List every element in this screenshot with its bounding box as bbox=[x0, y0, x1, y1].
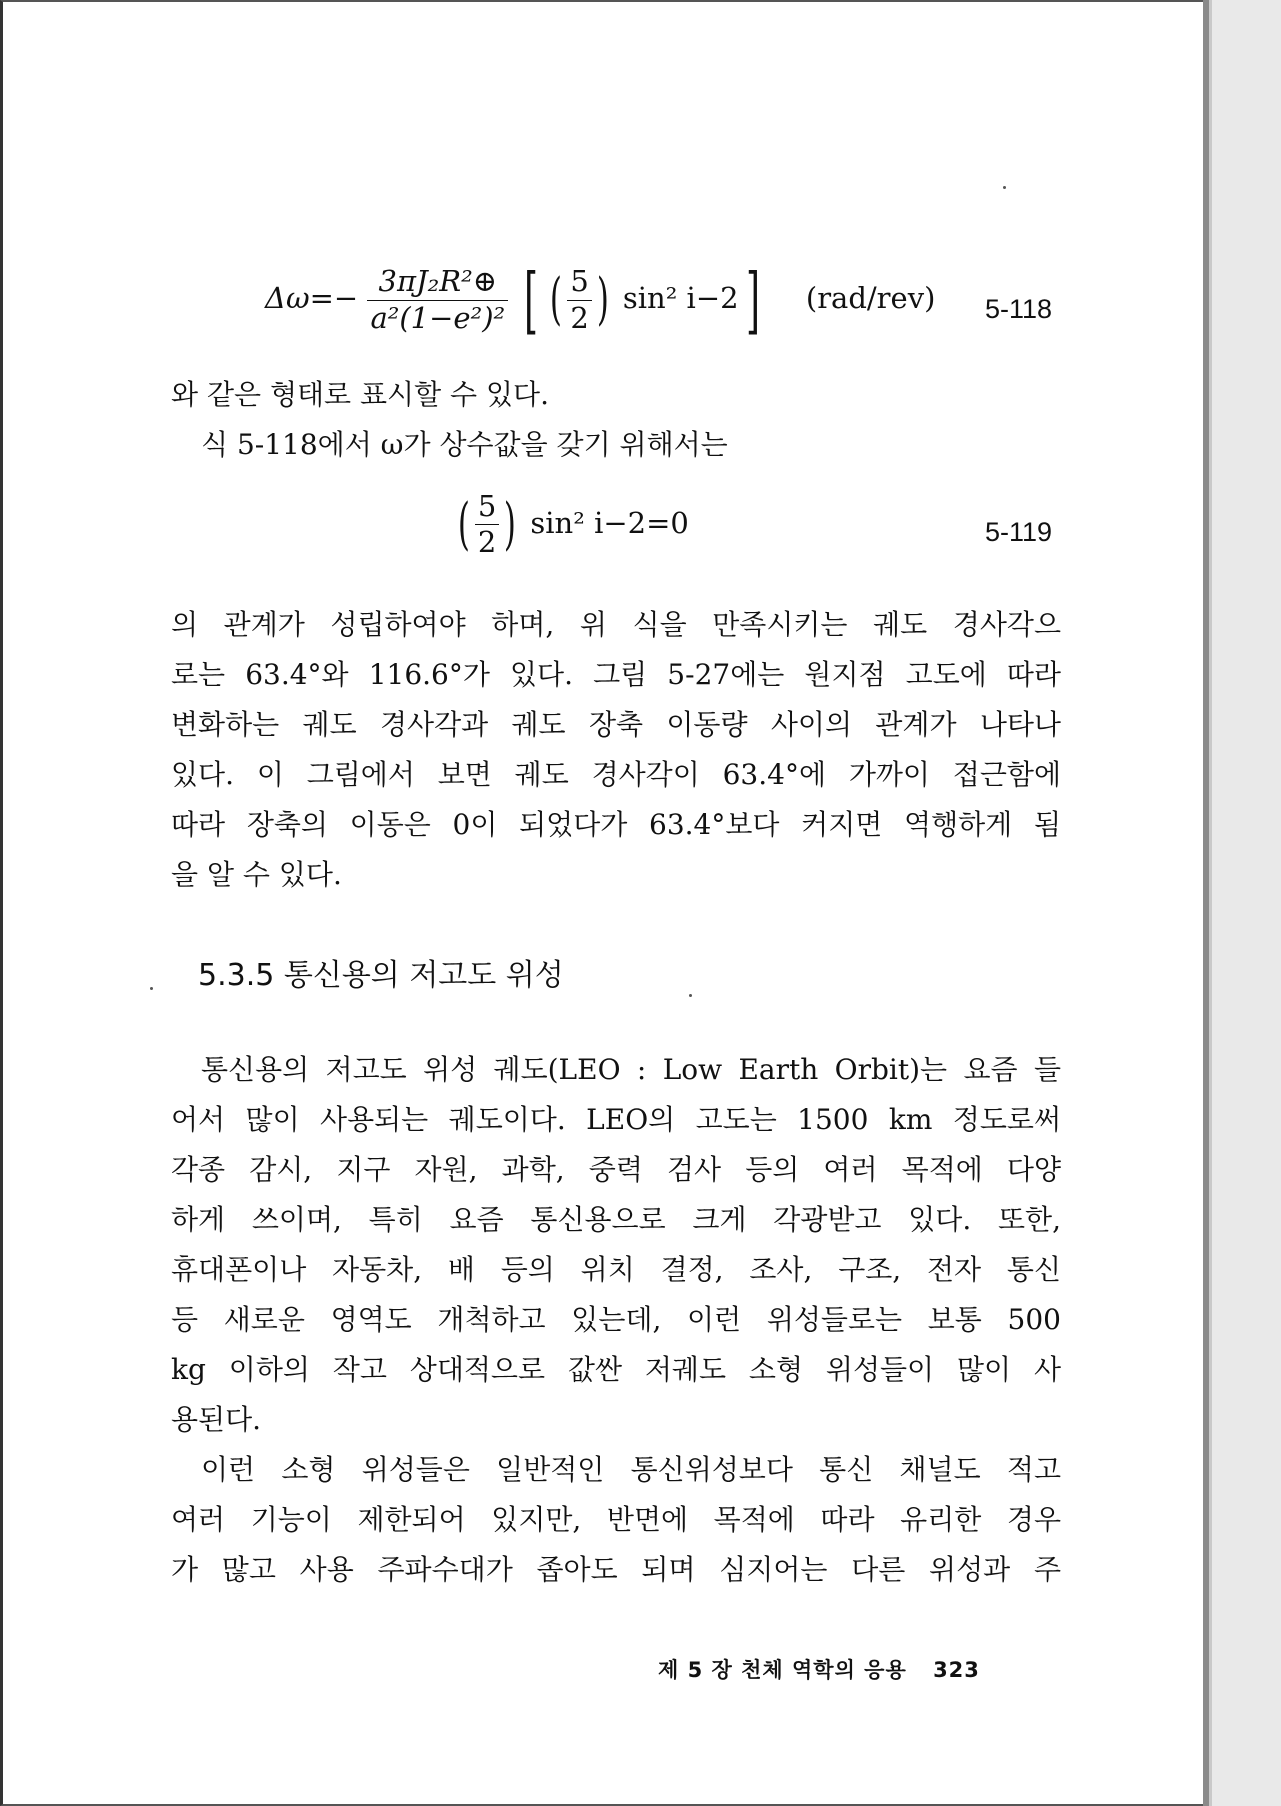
close-paren: ) bbox=[596, 267, 609, 332]
text-line: 하게 쓰이며, 특히 요즘 통신용으로 크게 각광받고 있다. 또한, bbox=[171, 1203, 1061, 1236]
text-line: 을 알 수 있다. bbox=[171, 858, 342, 891]
text-line: 통신용의 저고도 위성 궤도(LEO : Low Earth Orbit)는 요즘 들 bbox=[201, 1053, 1061, 1086]
close-paren: ) bbox=[504, 491, 517, 557]
text-line: 어서 많이 사용되는 궤도이다. LEO의 고도는 1500 km 정도로써 bbox=[171, 1103, 1061, 1136]
text-line: 로는 63.4°와 116.6°가 있다. 그림 5-27에는 원지점 고도에 따라 bbox=[171, 658, 1061, 691]
eq-inner-fraction bbox=[475, 490, 499, 560]
text-line: 의 관계가 성립하여야 하며, 위 식을 만족시키는 궤도 경사각으 bbox=[171, 608, 1061, 641]
eq-inner-fraction bbox=[567, 265, 591, 335]
equation-5-119 bbox=[453, 490, 689, 560]
eq-trail: −2 bbox=[695, 281, 739, 315]
scan-speck bbox=[150, 987, 153, 990]
eq-inner-num: 5 bbox=[475, 490, 499, 525]
footer-chapter: 제 5 장 천체 역학의 응용 bbox=[658, 1658, 907, 1682]
text-line: 각종 감시, 지구 자원, 과학, 중력 검사 등의 여러 목적에 다양 bbox=[171, 1153, 1061, 1186]
eq-units: (rad/rev) bbox=[805, 281, 936, 315]
scan-speck bbox=[689, 994, 692, 997]
eq-trig: sin² i bbox=[622, 281, 696, 315]
text-line: 이런 소형 위성들은 일반적인 통신위성보다 통신 채널도 적고 bbox=[201, 1453, 1061, 1486]
eq-frac-denominator: a²(1−e²)² bbox=[370, 300, 506, 335]
eq-inner-den: 2 bbox=[570, 300, 589, 335]
page-edge-highlight bbox=[1209, 0, 1212, 1806]
eq-minus: − bbox=[333, 281, 359, 315]
eq-inner-den: 2 bbox=[477, 525, 497, 560]
eq-trail: −2=0 bbox=[603, 505, 689, 540]
text-line: 변화하는 궤도 경사각과 궤도 장축 이동량 사이의 관계가 나타나 bbox=[171, 708, 1061, 741]
open-paren: ( bbox=[457, 491, 470, 557]
text-line: 용된다. bbox=[171, 1403, 262, 1436]
text-line: 있다. 이 그림에서 보면 궤도 경사각이 63.4°에 가까이 접근함에 bbox=[171, 758, 1061, 791]
text-line: 휴대폰이나 자동차, 배 등의 위치 결정, 조사, 구조, 전자 통신 bbox=[171, 1253, 1061, 1286]
equation-5-118 bbox=[265, 258, 936, 342]
text-line: kg 이하의 작고 상대적으로 값싼 저궤도 소형 위성들이 많이 사 bbox=[171, 1353, 1061, 1386]
open-paren: ( bbox=[550, 267, 563, 332]
text-line: 여러 기능이 제한되어 있지만, 반면에 목적에 따라 유리한 경우 bbox=[171, 1503, 1061, 1536]
equation-number-5-118: 5-118 bbox=[985, 294, 1053, 324]
page-number: 323 bbox=[933, 1658, 980, 1682]
eq-lhs: Δω bbox=[265, 281, 310, 315]
text-line: 등 새로운 영역도 개척하고 있는데, 이런 위성들로는 보통 500 bbox=[171, 1303, 1061, 1336]
open-bracket: [ bbox=[524, 258, 539, 342]
scan-speck bbox=[1003, 186, 1006, 189]
eq-inner-num: 5 bbox=[567, 265, 591, 300]
text-line: 와 같은 형태로 표시할 수 있다. bbox=[171, 378, 549, 411]
eq-main-fraction bbox=[367, 265, 508, 335]
text-line: 따라 장축의 이동은 0이 되었다가 63.4°보다 커지면 역행하게 됨 bbox=[171, 808, 1061, 841]
section-heading: 5.3.5 통신용의 저고도 위성 bbox=[198, 958, 564, 993]
text-line: 식 5-118에서 ω가 상수값을 갖기 위해서는 bbox=[201, 428, 728, 461]
eq-frac-numerator: 3πJ₂R²⊕ bbox=[367, 265, 508, 300]
page-footer bbox=[658, 1654, 980, 1684]
eq-trig: sin² i bbox=[530, 505, 604, 540]
text-line: 가 많고 사용 주파수대가 좁아도 되며 심지어는 다른 위성과 주 bbox=[171, 1553, 1061, 1586]
equation-number-5-119: 5-119 bbox=[985, 517, 1053, 547]
close-bracket: ] bbox=[745, 258, 760, 342]
eq-sign: = bbox=[309, 281, 334, 315]
